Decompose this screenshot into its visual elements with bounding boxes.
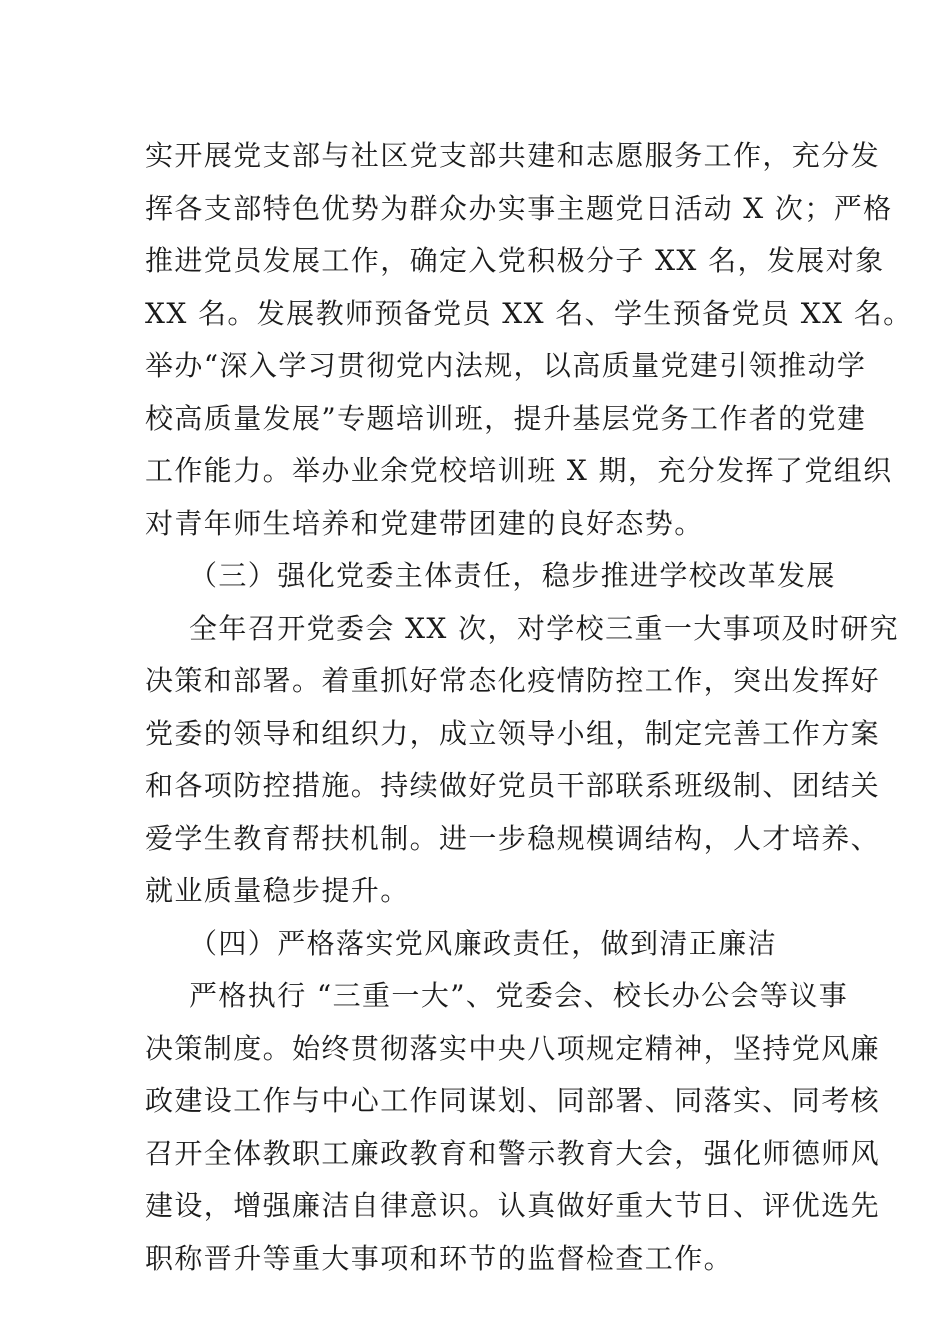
body-line: 职称晋升等重大事项和环节的监督检查工作。: [145, 1241, 734, 1275]
section-heading-3: （三）强化党委主体责任，稳步推进学校改革发展: [189, 559, 836, 592]
body-line: 政建设工作与中心工作同谋划、同部署、同落实、同考核: [145, 1084, 881, 1117]
body-line: 推进党员发展工作，确定入党积极分子 XX 名，发展对象: [145, 244, 885, 277]
body-line: 实开展党支部与社区党支部共建和志愿服务工作，充分发: [145, 139, 881, 172]
body-line: XX 名。发展教师预备党员 XX 名、学生预备党员 XX 名。: [145, 296, 913, 330]
body-line: 爱学生教育帮扶机制。进一步稳规模调结构，人才培养、: [145, 821, 881, 855]
body-line: 决策和部署。着重抓好常态化疫情防控工作，突出发挥好: [145, 664, 881, 697]
body-line: 党委的领导和组织力，成立领导小组，制定完善工作方案: [145, 716, 881, 750]
body-line: 举办“深入学习贯彻党内法规，以高质量党建引领推动学: [145, 349, 867, 382]
section-heading-4: （四）严格落实党风廉政责任，做到清正廉洁: [189, 926, 778, 960]
paragraph-first-line: 严格执行 “三重一大”、党委会、校长办公会等议事: [189, 979, 849, 1012]
body-line: 决策制度。始终贯彻落实中央八项规定精神，坚持党风廉: [145, 1031, 881, 1065]
body-line: 召开全体教职工廉政教育和警示教育大会，强化师德师风: [145, 1136, 881, 1170]
body-line: 建设，增强廉洁自律意识。认真做好重大节日、评优选先: [145, 1189, 881, 1222]
body-line: 对青年师生培养和党建带团建的良好态势。: [145, 506, 704, 540]
paragraph-first-line: 全年召开党委会 XX 次，对学校三重一大事项及时研究: [189, 611, 900, 645]
body-line: 挥各支部特色优势为群众办实事主题党日活动 X 次；严格: [145, 191, 893, 225]
document-body: [145, 130, 913, 1285]
body-line: 就业质量稳步提升。: [145, 874, 410, 907]
body-line: 校高质量发展”专题培训班，提升基层党务工作者的党建: [145, 401, 867, 435]
body-line: 和各项防控措施。持续做好党员干部联系班级制、团结关: [145, 769, 881, 802]
body-line: 工作能力。举办业余党校培训班 X 期，充分发挥了党组织: [145, 454, 893, 487]
